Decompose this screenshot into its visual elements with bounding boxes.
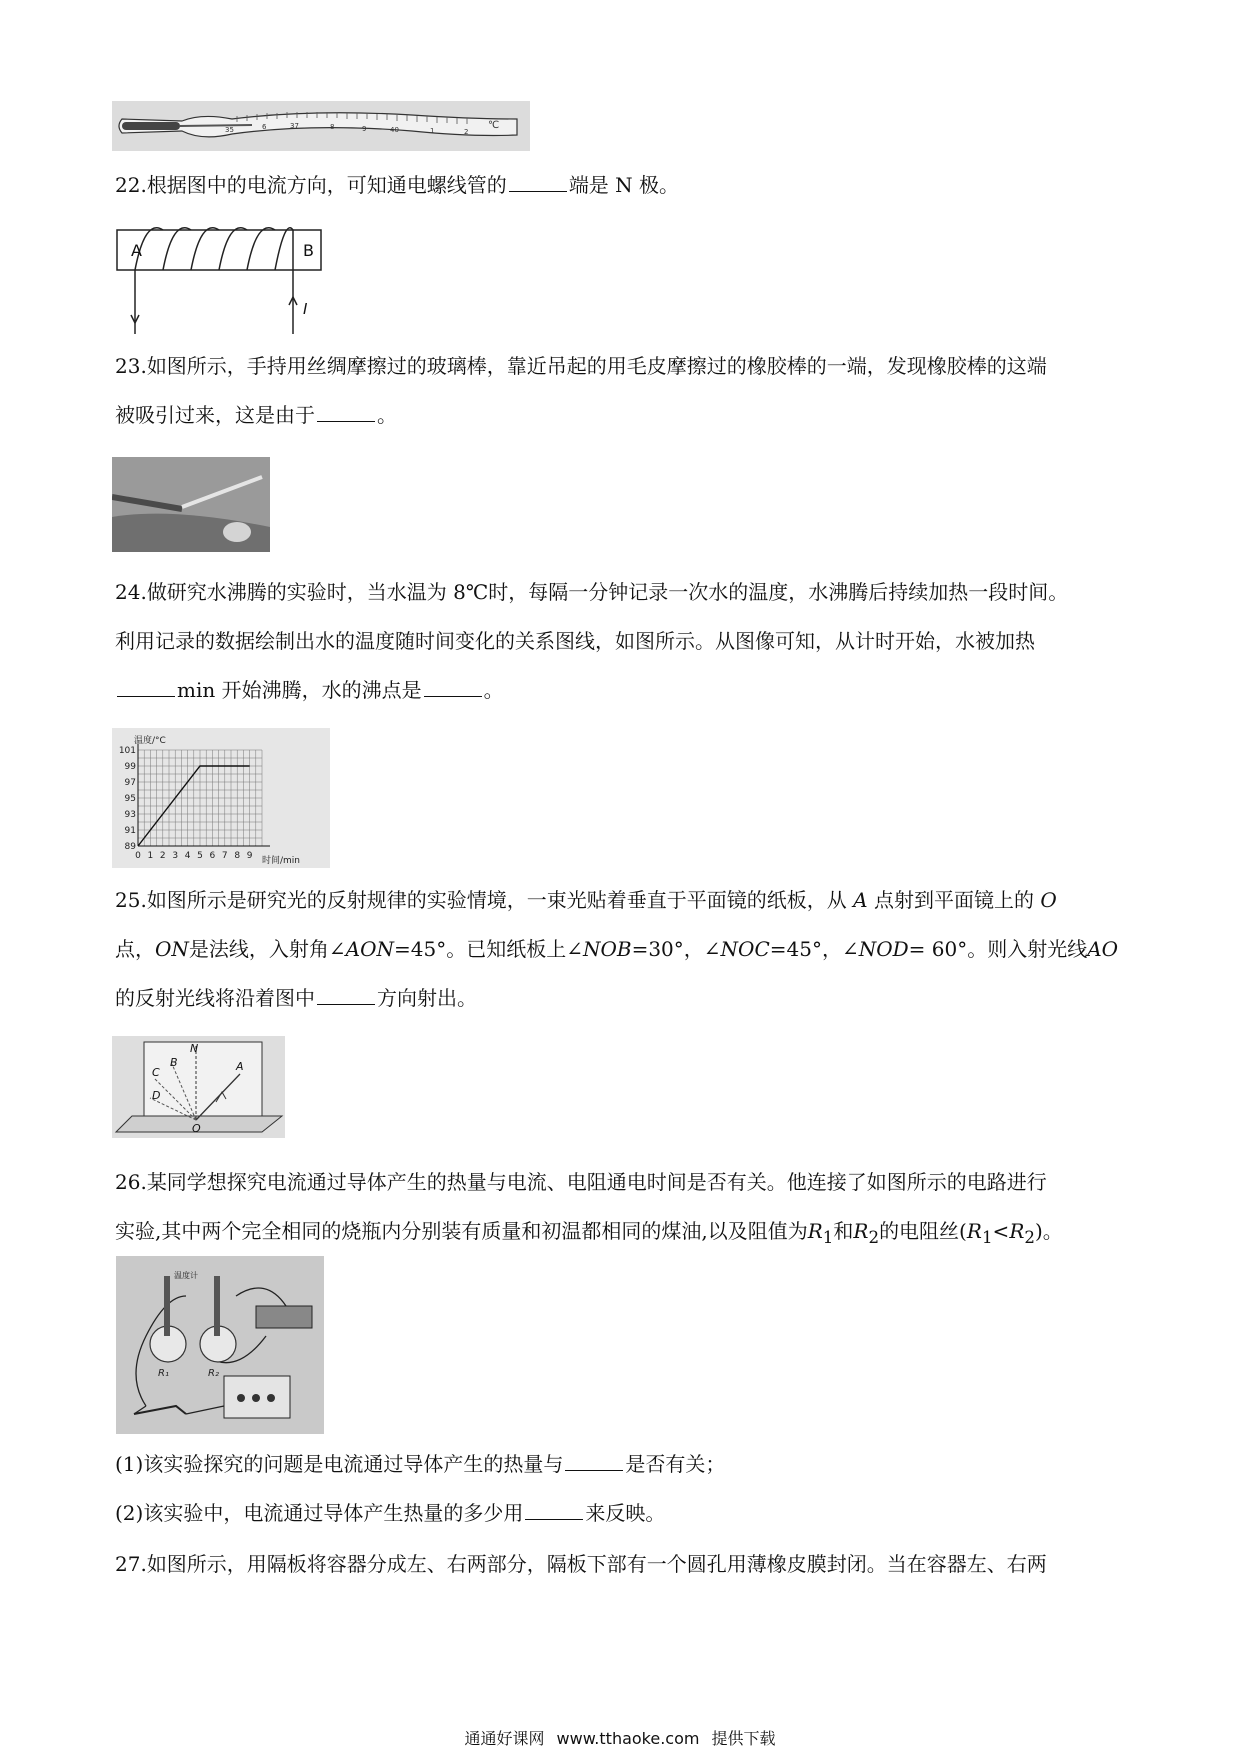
page-footer bbox=[0, 1726, 1240, 1749]
solenoid-figure bbox=[115, 222, 327, 338]
thermometer-tick: 1 bbox=[430, 127, 435, 135]
current-label: I bbox=[303, 300, 308, 318]
thermometer-tick: 9 bbox=[362, 125, 367, 133]
thermometer-tick: 37 bbox=[290, 122, 299, 130]
label-b: B bbox=[170, 1056, 178, 1069]
label-d: D bbox=[152, 1089, 161, 1102]
thermometer-label: 温度计 bbox=[174, 1271, 198, 1280]
label-c: C bbox=[152, 1066, 160, 1079]
chart-y-ticks bbox=[119, 746, 136, 852]
x-tick-label: 0 bbox=[135, 851, 141, 861]
x-tick-label: 1 bbox=[147, 851, 154, 861]
chart-x-label: 时间/min bbox=[262, 856, 301, 866]
question-23 bbox=[115, 342, 1135, 440]
question-26 bbox=[115, 1158, 1135, 1262]
chart-axes bbox=[138, 744, 270, 846]
boiling-chart bbox=[112, 728, 330, 868]
y-tick-label: 89 bbox=[124, 842, 136, 852]
sub-question-1: (1)该实验探究的问题是电流通过导体产生的热量与 bbox=[115, 1452, 564, 1476]
label-n: N bbox=[190, 1042, 199, 1055]
question-text: 和 bbox=[833, 1219, 854, 1243]
angle-aon: AON bbox=[345, 937, 395, 961]
r2-symbol: R bbox=[853, 1219, 869, 1243]
reflection-figure bbox=[112, 1036, 285, 1138]
question-number: 27. bbox=[115, 1552, 147, 1576]
answer-blank[interactable] bbox=[117, 678, 175, 697]
angle-noc: NOC bbox=[720, 937, 770, 961]
thermometer-tick: 35 bbox=[225, 126, 234, 134]
x-tick-label: 7 bbox=[221, 851, 228, 861]
question-text: 端是 N 极。 bbox=[568, 173, 680, 197]
glass-rod-photo bbox=[112, 457, 270, 552]
x-tick-label: 5 bbox=[197, 851, 203, 861]
thermometer-tick: 8 bbox=[330, 123, 335, 131]
thermometer-tick: 2 bbox=[464, 128, 469, 136]
question-text: 根据图中的电流方向，可知通电螺线管的 bbox=[146, 173, 507, 197]
r2-subscript: 2 bbox=[868, 1228, 880, 1247]
r1-subscript: 1 bbox=[822, 1228, 834, 1247]
glass-rod-drawing bbox=[112, 457, 270, 552]
question-number: 25. bbox=[115, 888, 147, 912]
angle-nod: NOD bbox=[858, 937, 909, 961]
y-tick-label: 99 bbox=[124, 762, 136, 772]
answer-blank[interactable] bbox=[424, 678, 482, 697]
normal-line: ON bbox=[155, 937, 189, 961]
r2-subscript: 2 bbox=[1024, 1228, 1035, 1247]
x-tick-label: 6 bbox=[209, 851, 216, 861]
question-text: 利用记录的数据绘制出水的温度随时间变化的关系图线，如图所示。从图像可知，从计时开始，水被加热 bbox=[115, 629, 1035, 653]
r1-subscript: 1 bbox=[981, 1228, 993, 1247]
question-text: 是法线，入射角∠ bbox=[188, 937, 346, 961]
question-25 bbox=[115, 876, 1135, 1023]
question-number: 23. bbox=[115, 354, 147, 378]
question-number: 22. bbox=[115, 173, 147, 197]
answer-blank[interactable] bbox=[565, 1452, 623, 1471]
question-text: 方向射出。 bbox=[377, 986, 477, 1010]
question-text: 是否有关； bbox=[625, 1452, 726, 1476]
circuit-drawing bbox=[116, 1256, 324, 1434]
question-27 bbox=[115, 1540, 1135, 1589]
question-number: 24. bbox=[115, 580, 147, 604]
question-text: 点射到平面镜上的 bbox=[873, 888, 1034, 912]
answer-blank[interactable] bbox=[317, 403, 375, 422]
reflection-drawing bbox=[112, 1036, 285, 1138]
question-number: 26. bbox=[115, 1170, 147, 1194]
boiling-chart-svg bbox=[112, 728, 330, 868]
solenoid-end-b: B bbox=[303, 241, 314, 260]
thermometer-tick: 6 bbox=[262, 123, 267, 131]
question-text: 如图所示是研究光的反射规律的实验情境，一束光贴着垂直于平面镜的纸板，从 bbox=[146, 888, 847, 912]
r2-symbol: R bbox=[1009, 1219, 1025, 1243]
answer-blank[interactable] bbox=[509, 173, 567, 192]
question-text: 。 bbox=[377, 403, 397, 427]
question-text: =45°。已知纸板上∠ bbox=[394, 937, 583, 961]
footer-site: 通通好课网 bbox=[464, 1729, 545, 1748]
thermometer-drawing bbox=[112, 101, 530, 151]
r1-symbol: R bbox=[807, 1219, 823, 1243]
question-text: =45°，∠ bbox=[769, 937, 859, 961]
thermometer-figure bbox=[112, 101, 530, 151]
y-tick-label: 101 bbox=[118, 746, 136, 756]
solenoid-drawing bbox=[115, 222, 327, 338]
angle-nob: NOB bbox=[582, 937, 632, 961]
question-text: 点， bbox=[115, 937, 155, 961]
y-tick-label: 91 bbox=[124, 826, 136, 836]
y-tick-label: 95 bbox=[124, 794, 136, 804]
y-tick-label: 93 bbox=[124, 810, 136, 820]
chart-grid bbox=[138, 750, 262, 846]
footer-download: 提供下载 bbox=[711, 1729, 776, 1748]
chart-x-ticks bbox=[135, 851, 253, 861]
thermometer-unit: ℃ bbox=[488, 120, 500, 131]
x-tick-label: 9 bbox=[246, 851, 253, 861]
question-text: 的电阻丝( bbox=[879, 1219, 967, 1243]
question-text: =30°，∠ bbox=[631, 937, 721, 961]
ray-ao: AO bbox=[1087, 937, 1119, 961]
question-22 bbox=[115, 161, 1135, 210]
question-text: min 开始沸腾，水的沸点是 bbox=[177, 678, 422, 702]
question-text: 实验,其中两个完全相同的烧瓶内分别装有质量和初温都相同的煤油,以及阻值为 bbox=[115, 1219, 808, 1243]
question-26-sub bbox=[115, 1440, 1135, 1538]
label-a: A bbox=[236, 1060, 244, 1073]
chart-y-label: 温度/°C bbox=[134, 736, 166, 746]
r2-label: R₂ bbox=[208, 1368, 219, 1379]
r1-symbol: R bbox=[966, 1219, 982, 1243]
footer-url[interactable]: www.tthaoke.com bbox=[556, 1729, 700, 1748]
sub-question-2: (2)该实验中，电流通过导体产生热量的多少用 bbox=[115, 1501, 524, 1525]
x-tick-label: 4 bbox=[184, 851, 191, 861]
solenoid-end-a: A bbox=[131, 241, 142, 260]
label-o: O bbox=[192, 1122, 201, 1135]
question-text: )。 bbox=[1034, 1219, 1063, 1243]
x-tick-label: 2 bbox=[159, 851, 166, 861]
circuit-photo bbox=[116, 1256, 324, 1434]
question-text: 的反射光线将沿着图中 bbox=[115, 986, 315, 1010]
x-tick-label: 3 bbox=[172, 851, 179, 861]
answer-blank[interactable] bbox=[525, 1501, 583, 1520]
thermometer-tick: 40 bbox=[390, 126, 399, 134]
question-text: = 60°。则入射光线 bbox=[908, 937, 1088, 961]
r1-label: R₁ bbox=[158, 1368, 169, 1379]
y-tick-label: 97 bbox=[124, 778, 136, 788]
question-text: 来反映。 bbox=[585, 1501, 666, 1525]
x-tick-label: 8 bbox=[234, 851, 241, 861]
point-a: A bbox=[853, 888, 868, 912]
question-text: 如图所示，用隔板将容器分成左、右两部分，隔板下部有一个圆孔用薄橡皮膜封闭。当在容器左、右两 bbox=[146, 1552, 1047, 1576]
question-text: 如图所示，手持用丝绸摩擦过的玻璃棒，靠近吊起的用毛皮摩擦过的橡胶棒的一端，发现橡胶棒的这端 bbox=[146, 354, 1047, 378]
question-text: 某同学想探究电流通过导体产生的热量与电流、电阻通电时间是否有关。他连接了如图所示的电路进行 bbox=[146, 1170, 1047, 1194]
question-24 bbox=[115, 568, 1135, 715]
answer-blank[interactable] bbox=[317, 986, 375, 1005]
question-text: 。 bbox=[483, 678, 504, 702]
less-than: < bbox=[992, 1219, 1010, 1243]
question-text: 被吸引过来，这是由于 bbox=[115, 403, 315, 427]
point-o: O bbox=[1040, 888, 1057, 912]
question-text: 做研究水沸腾的实验时，当水温为 8℃时，每隔一分钟记录一次水的温度，水沸腾后持续加热一段时间。 bbox=[146, 580, 1069, 604]
